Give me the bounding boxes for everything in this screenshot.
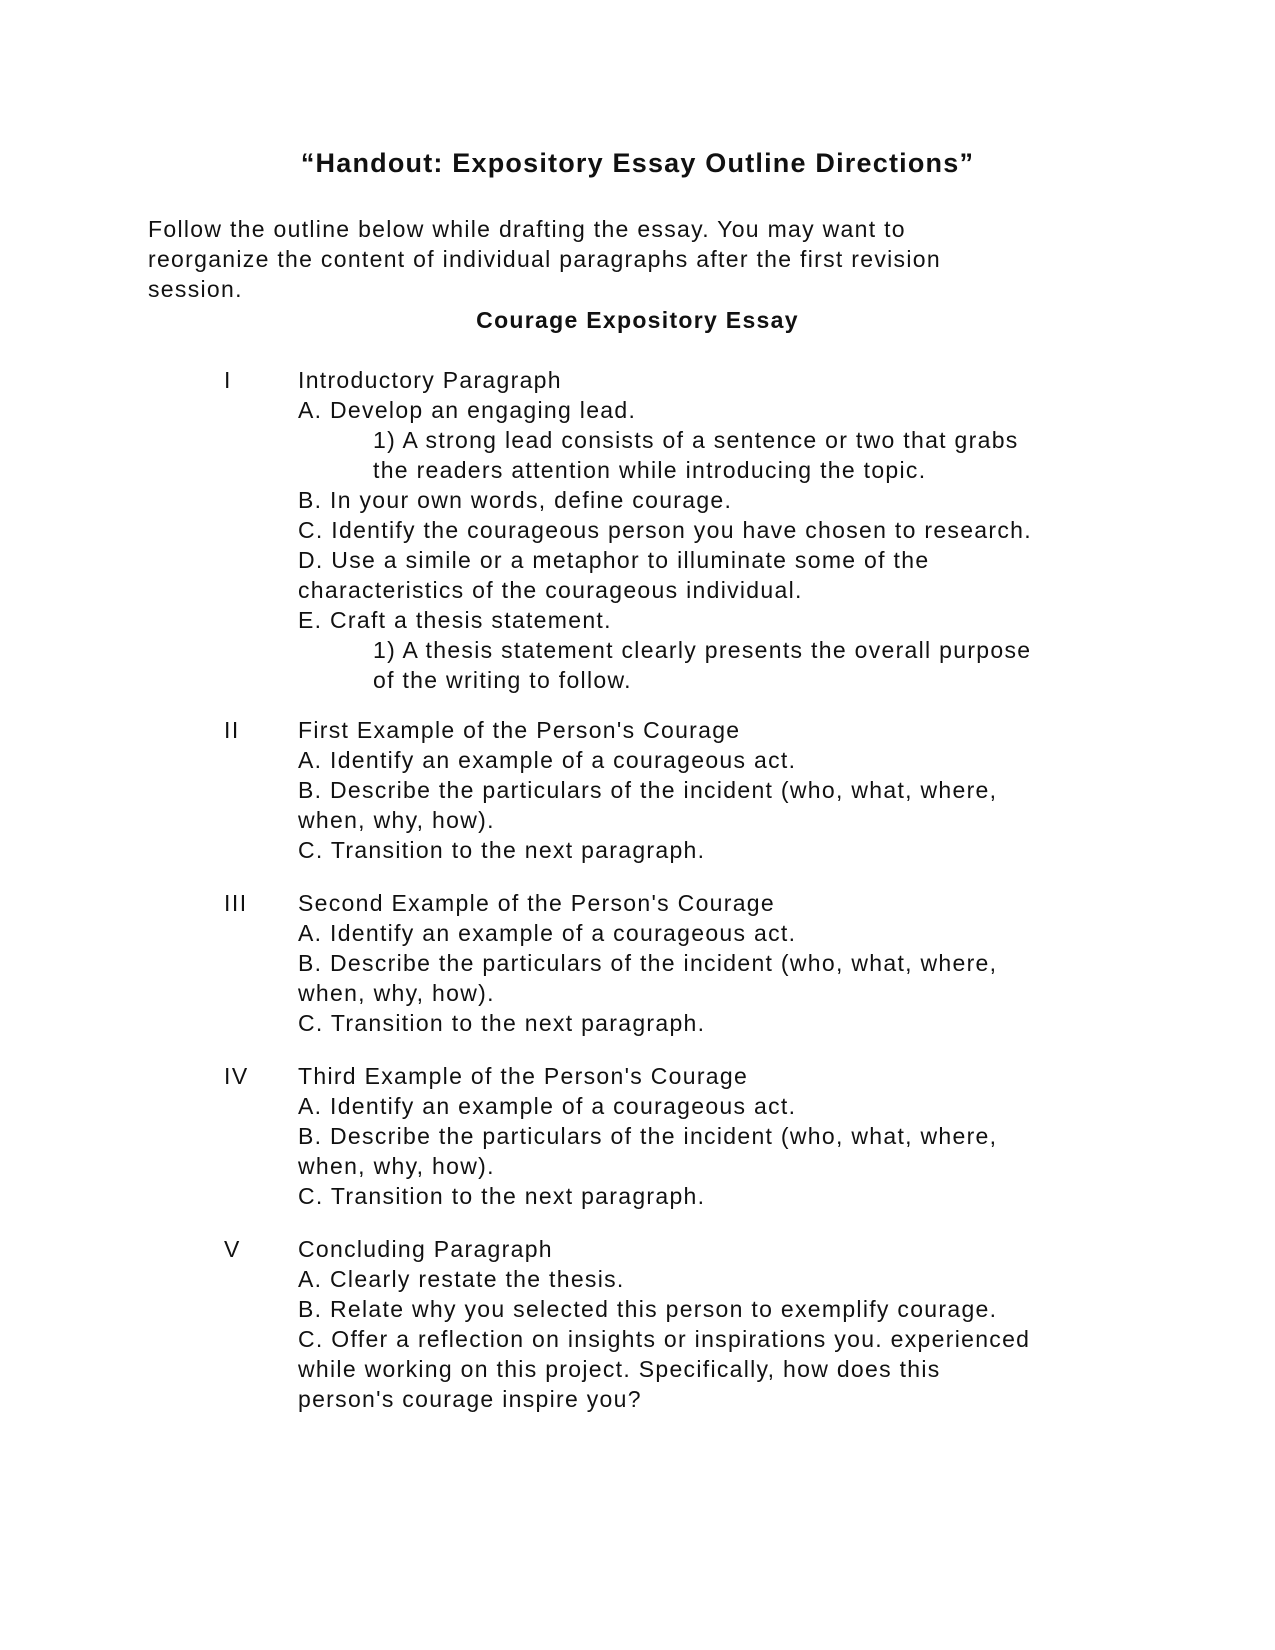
outline-item: B. Describe the particulars of the incident (who, what, where, <box>298 777 998 803</box>
intro-paragraph <box>148 214 1098 304</box>
outline-item: when, why, how). <box>298 1153 495 1179</box>
outline-item: B. Describe the particulars of the incident (who, what, where, <box>298 950 998 976</box>
outline-item: A. Identify an example of a courageous act. <box>298 747 797 773</box>
section-heading: Concluding Paragraph <box>298 1236 553 1262</box>
section-body <box>298 1061 1158 1211</box>
intro-line: reorganize the content of individual paragraphs after the first revision <box>148 246 941 272</box>
intro-line: session. <box>148 276 243 302</box>
section-numeral: IV <box>224 1063 249 1089</box>
outline-item: B. Relate why you selected this person to exemplify courage. <box>298 1296 998 1322</box>
document-title: “Handout: Expository Essay Outline Directions” <box>300 148 975 178</box>
outline-item: A. Clearly restate the thesis. <box>298 1266 625 1292</box>
outline-subitem: 1) A thesis statement clearly presents the overall purpose <box>373 637 1032 663</box>
section-heading: Third Example of the Person's Courage <box>298 1063 749 1089</box>
outline-item: C. Transition to the next paragraph. <box>298 837 706 863</box>
outline-subitem: 1) A strong lead consists of a sentence or two that grabs <box>373 427 1019 453</box>
section-numeral: II <box>224 717 240 743</box>
outline-item: D. Use a simile or a metaphor to illuminate some of the <box>298 547 930 573</box>
section-heading: First Example of the Person's Courage <box>298 717 741 743</box>
section-numeral: III <box>224 890 248 916</box>
outline-item: C. Transition to the next paragraph. <box>298 1183 706 1209</box>
outline-item: A. Identify an example of a courageous act. <box>298 920 797 946</box>
outline-item: C. Transition to the next paragraph. <box>298 1010 706 1036</box>
intro-line: Follow the outline below while drafting the essay. You may want to <box>148 216 906 242</box>
outline-subitem: of the writing to follow. <box>373 667 632 693</box>
section-numeral: I <box>224 367 232 393</box>
outline-item: when, why, how). <box>298 807 495 833</box>
outline-item: C. Offer a reflection on insights or inspirations you. experienced <box>298 1326 1031 1352</box>
section-heading: Second Example of the Person's Courage <box>298 890 775 916</box>
section-numeral: V <box>224 1236 241 1262</box>
outline-item: while working on this project. Specifically, how does this <box>298 1356 941 1382</box>
outline-subitem: the readers attention while introducing the topic. <box>373 457 927 483</box>
outline-item: E. Craft a thesis statement. <box>298 607 612 633</box>
outline-item: person's courage inspire you? <box>298 1386 642 1412</box>
outline-item: characteristics of the courageous individual. <box>298 577 803 603</box>
section-body <box>298 1234 1158 1414</box>
document-subtitle: Courage Expository Essay <box>476 307 799 333</box>
section-body <box>298 715 1158 865</box>
outline-item: A. Identify an example of a courageous act. <box>298 1093 797 1119</box>
section-body <box>298 365 1158 695</box>
outline-item: B. Describe the particulars of the incident (who, what, where, <box>298 1123 998 1149</box>
outline-item: A. Develop an engaging lead. <box>298 397 637 423</box>
section-body <box>298 888 1158 1038</box>
outline-item: B. In your own words, define courage. <box>298 487 733 513</box>
outline-item: C. Identify the courageous person you have chosen to research. <box>298 517 1032 543</box>
outline-item: when, why, how). <box>298 980 495 1006</box>
section-heading: Introductory Paragraph <box>298 367 562 393</box>
